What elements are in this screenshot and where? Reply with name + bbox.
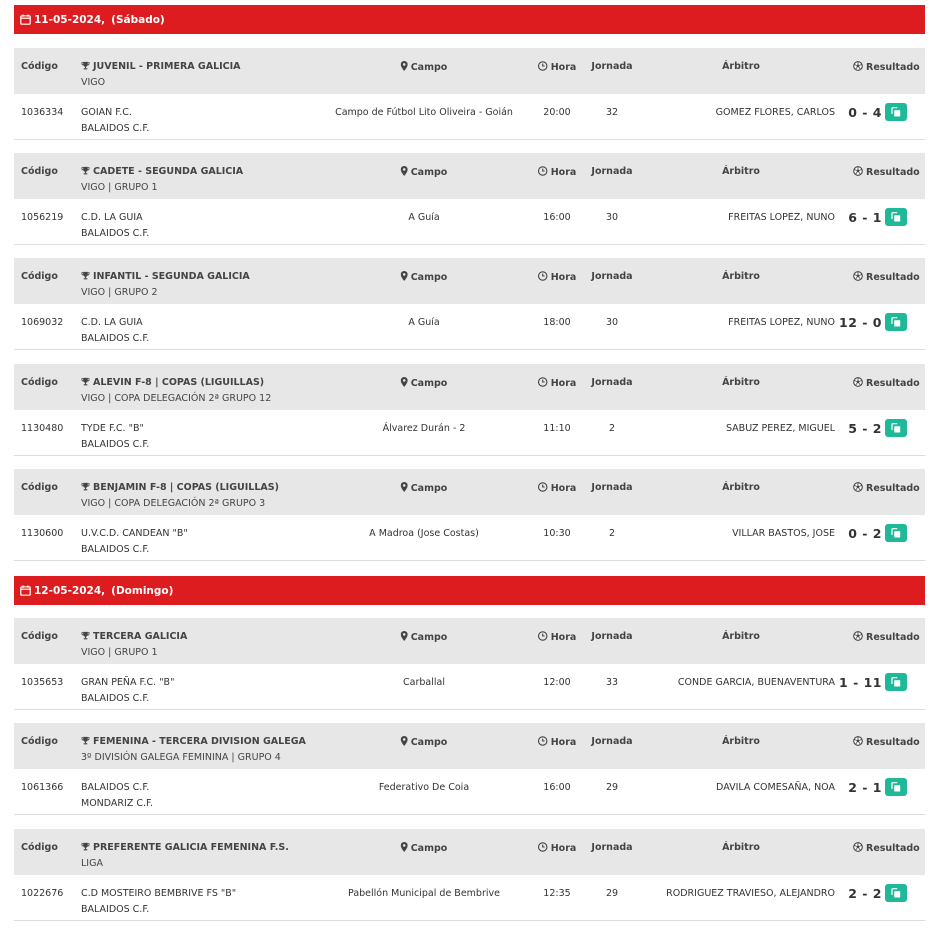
competition-name: PREFERENTE GALICIA FEMENINA F.S. (93, 842, 289, 853)
copy-icon (891, 888, 901, 898)
map-marker-icon (401, 166, 408, 176)
field-header: Campo (401, 631, 448, 643)
result-header: Resultado (853, 166, 920, 178)
field-header: Campo (401, 61, 448, 73)
match-round: 30 (605, 317, 619, 328)
competition-group: VIGO | COPA DELEGACIÓN 2ª GRUPO 3 (81, 498, 266, 509)
trophy-icon (81, 736, 90, 745)
map-marker-icon (401, 61, 408, 71)
competition-title[interactable] (81, 166, 243, 177)
clock-icon (538, 377, 548, 387)
match-code: 1069032 (21, 317, 64, 328)
round-header: Jornada (591, 61, 633, 72)
match-code: 1056219 (21, 212, 64, 223)
competition-title[interactable] (81, 631, 187, 642)
match-time: 10:30 (543, 528, 571, 539)
match-referee: FREITAS LOPEZ, NUNO (728, 212, 835, 223)
competition-name: TERCERA GALICIA (93, 631, 188, 642)
round-header: Jornada (591, 166, 633, 177)
match-row[interactable] (14, 664, 925, 710)
competition-name: BENJAMIN F-8 | COPAS (LIGUILLAS) (93, 482, 279, 493)
copy-result-button[interactable] (885, 103, 907, 121)
competition-title[interactable] (81, 736, 306, 747)
clock-icon (538, 631, 548, 641)
match-result (848, 419, 907, 437)
match-field: A Guía (408, 317, 440, 328)
referee-header: Árbitro (722, 631, 760, 642)
time-header: Hora (538, 377, 577, 389)
competition-header (14, 618, 925, 664)
home-team: GRAN PEÑA F.C. "B" (81, 677, 175, 688)
field-header: Campo (401, 166, 448, 178)
copy-result-button[interactable] (885, 884, 907, 902)
competition-group: LIGA (81, 858, 103, 869)
match-round: 29 (605, 888, 619, 899)
competition-group: VIGO (81, 77, 106, 88)
competition-header (14, 829, 925, 875)
copy-icon (891, 423, 901, 433)
match-code: 1035653 (21, 677, 64, 688)
referee-header: Árbitro (722, 166, 760, 177)
copy-icon (891, 677, 901, 687)
competition-title[interactable] (81, 482, 279, 493)
result-score: 0 - 2 (848, 525, 882, 541)
soccer-ball-icon (853, 736, 863, 746)
soccer-ball-icon (853, 631, 863, 641)
day-date: 11-05-2024, (34, 13, 106, 26)
competition-group: VIGO | GRUPO 1 (81, 182, 158, 193)
match-row[interactable] (14, 304, 925, 350)
competition-header (14, 364, 925, 410)
competition-title[interactable] (81, 271, 250, 282)
field-header: Campo (401, 271, 448, 283)
match-time: 18:00 (543, 317, 571, 328)
clock-icon (538, 61, 548, 71)
match-card (14, 258, 925, 350)
match-row[interactable] (14, 199, 925, 245)
map-marker-icon (401, 736, 408, 746)
match-card (14, 618, 925, 710)
competition-group: VIGO | COPA DELEGACIÓN 2ª GRUPO 12 (81, 393, 272, 404)
referee-header: Árbitro (722, 271, 760, 282)
away-team: BALAIDOS C.F. (81, 904, 150, 915)
trophy-icon (81, 482, 90, 491)
competition-name: JUVENIL - PRIMERA GALICIA (93, 61, 241, 72)
away-team: BALAIDOS C.F. (81, 439, 150, 450)
competition-group: 3º DIVISIÓN GALEGA FEMININA | GRUPO 4 (81, 752, 281, 763)
match-result (848, 103, 907, 121)
match-round: 32 (605, 107, 619, 118)
referee-header: Árbitro (722, 736, 760, 747)
match-code: 1061366 (21, 782, 64, 793)
home-team: TYDE F.C. "B" (81, 423, 144, 434)
copy-result-button[interactable] (885, 419, 907, 437)
time-header: Hora (538, 631, 577, 643)
copy-icon (891, 212, 901, 222)
trophy-icon (81, 166, 90, 175)
result-score: 2 - 2 (848, 885, 882, 901)
calendar-icon (20, 585, 31, 596)
field-header: Campo (401, 377, 448, 389)
away-team: BALAIDOS C.F. (81, 544, 150, 555)
round-header: Jornada (591, 482, 633, 493)
day-weekday: (Domingo) (111, 584, 174, 597)
competition-name: FEMENINA - TERCERA DIVISION GALEGA (93, 736, 306, 747)
match-field: A Guía (408, 212, 440, 223)
field-header: Campo (401, 736, 448, 748)
result-header: Resultado (853, 631, 920, 643)
match-row[interactable] (14, 94, 925, 140)
match-referee: SABUZ PEREZ, MIGUEL (725, 423, 835, 434)
copy-result-button[interactable] (885, 524, 907, 542)
soccer-ball-icon (853, 61, 863, 71)
result-score: 1 - 11 (839, 674, 882, 690)
match-referee: DAVILA COMESAÑA, NOA (716, 782, 835, 793)
clock-icon (538, 271, 548, 281)
match-time: 12:35 (543, 888, 571, 899)
result-header: Resultado (853, 482, 920, 494)
competition-name: ALEVIN F-8 | COPAS (LIGUILLAS) (93, 377, 265, 388)
result-header: Resultado (853, 842, 920, 854)
code-header: Código (21, 377, 58, 388)
match-result (839, 673, 907, 691)
result-score: 2 - 1 (848, 779, 882, 795)
away-team: BALAIDOS C.F. (81, 228, 150, 239)
referee-header: Árbitro (722, 842, 760, 853)
match-row[interactable] (14, 769, 925, 815)
soccer-ball-icon (853, 377, 863, 387)
soccer-ball-icon (853, 482, 863, 492)
competition-title[interactable] (81, 377, 264, 388)
match-code: 1022676 (21, 888, 64, 899)
result-header: Resultado (853, 271, 920, 283)
map-marker-icon (401, 377, 408, 387)
match-time: 20:00 (543, 107, 571, 118)
match-result (848, 524, 907, 542)
code-header: Código (21, 271, 58, 282)
trophy-icon (81, 842, 90, 851)
match-time: 16:00 (543, 782, 571, 793)
field-header: Campo (401, 842, 448, 854)
result-header: Resultado (853, 736, 920, 748)
match-code: 1130480 (21, 423, 64, 434)
match-row[interactable] (14, 515, 925, 561)
copy-icon (891, 317, 901, 327)
competition-header (14, 469, 925, 515)
code-header: Código (21, 842, 58, 853)
day-weekday: (Sábado) (111, 13, 165, 26)
competition-header (14, 723, 925, 769)
home-team: C.D. LA GUIA (81, 212, 143, 223)
match-field: A Madroa (Jose Costas) (369, 528, 479, 539)
home-team: GOIAN F.C. (81, 107, 132, 118)
result-score: 12 - 0 (839, 314, 882, 330)
match-code: 1130600 (21, 528, 64, 539)
competition-header (14, 48, 925, 94)
soccer-ball-icon (853, 271, 863, 281)
time-header: Hora (538, 61, 577, 73)
clock-icon (538, 166, 548, 176)
match-card (14, 723, 925, 815)
result-score: 0 - 4 (848, 104, 882, 120)
time-header: Hora (538, 166, 577, 178)
away-team: BALAIDOS C.F. (81, 693, 150, 704)
code-header: Código (21, 61, 58, 72)
competition-title[interactable] (81, 842, 289, 853)
competition-header (14, 258, 925, 304)
copy-result-button[interactable] (885, 313, 907, 331)
competition-header (14, 153, 925, 199)
match-result (848, 884, 907, 902)
match-card (14, 829, 925, 921)
match-card (14, 153, 925, 245)
map-marker-icon (401, 631, 408, 641)
result-header: Resultado (853, 377, 920, 389)
match-round: 2 (608, 528, 616, 539)
competition-title[interactable] (81, 61, 241, 72)
referee-header: Árbitro (722, 377, 760, 388)
soccer-ball-icon (853, 166, 863, 176)
away-team: BALAIDOS C.F. (81, 333, 150, 344)
copy-icon (891, 782, 901, 792)
match-referee: FREITAS LOPEZ, NUNO (728, 317, 835, 328)
match-card (14, 364, 925, 456)
competition-group: VIGO | GRUPO 1 (81, 647, 158, 658)
away-team: MONDARIZ C.F. (81, 798, 153, 809)
home-team: BALAIDOS C.F. (81, 782, 150, 793)
copy-result-button[interactable] (885, 673, 907, 691)
clock-icon (538, 482, 548, 492)
match-time: 16:00 (543, 212, 571, 223)
match-field: Campo de Fútbol Lito Oliveira - Goián (335, 107, 513, 118)
day-header (14, 5, 925, 34)
match-card (14, 48, 925, 140)
round-header: Jornada (591, 736, 633, 747)
match-field: Federativo De Coia (378, 782, 470, 793)
match-round: 30 (605, 212, 619, 223)
copy-result-button[interactable] (885, 778, 907, 796)
competition-group: VIGO | GRUPO 2 (81, 287, 158, 298)
trophy-icon (81, 631, 90, 640)
round-header: Jornada (591, 842, 633, 853)
result-score: 5 - 2 (848, 420, 882, 436)
match-row[interactable] (14, 410, 925, 456)
clock-icon (538, 736, 548, 746)
time-header: Hora (538, 736, 577, 748)
match-time: 11:10 (543, 423, 571, 434)
competition-name: INFANTIL - SEGUNDA GALICIA (93, 271, 250, 282)
map-marker-icon (401, 482, 408, 492)
time-header: Hora (538, 271, 577, 283)
code-header: Código (21, 736, 58, 747)
competition-name: CADETE - SEGUNDA GALICIA (93, 166, 244, 177)
round-header: Jornada (591, 377, 633, 388)
referee-header: Árbitro (722, 482, 760, 493)
trophy-icon (81, 271, 90, 280)
day-date: 12-05-2024, (34, 584, 106, 597)
match-referee: VILLAR BASTOS, JOSE (732, 528, 835, 539)
calendar-icon (20, 14, 31, 25)
code-header: Código (21, 166, 58, 177)
match-field: Carballal (403, 677, 445, 688)
result-score: 6 - 1 (848, 209, 882, 225)
match-result (848, 208, 907, 226)
match-code: 1036334 (21, 107, 64, 118)
match-result (848, 778, 907, 796)
map-marker-icon (401, 842, 408, 852)
match-round: 33 (605, 677, 619, 688)
referee-header: Árbitro (722, 61, 760, 72)
match-referee: CONDE GARCIA, BUENAVENTURA (677, 677, 835, 688)
match-time: 12:00 (543, 677, 571, 688)
round-header: Jornada (591, 271, 633, 282)
trophy-icon (81, 377, 90, 386)
match-row[interactable] (14, 875, 925, 921)
result-header: Resultado (853, 61, 920, 73)
match-referee: RODRIGUEZ TRAVIESO, ALEJANDRO (666, 888, 835, 899)
home-team: U.V.C.D. CANDEAN "B" (81, 528, 188, 539)
copy-result-button[interactable] (885, 208, 907, 226)
match-referee: GOMEZ FLORES, CARLOS (715, 107, 835, 118)
match-round: 2 (608, 423, 616, 434)
time-header: Hora (538, 842, 577, 854)
map-marker-icon (401, 271, 408, 281)
home-team: C.D. LA GUIA (81, 317, 143, 328)
day-header (14, 576, 925, 605)
match-field: Pabellón Municipal de Bembrive (348, 888, 500, 899)
clock-icon (538, 842, 548, 852)
soccer-ball-icon (853, 842, 863, 852)
match-card (14, 469, 925, 561)
field-header: Campo (401, 482, 448, 494)
match-result (839, 313, 907, 331)
match-round: 29 (605, 782, 619, 793)
code-header: Código (21, 631, 58, 642)
away-team: BALAIDOS C.F. (81, 123, 150, 134)
code-header: Código (21, 482, 58, 493)
round-header: Jornada (591, 631, 633, 642)
home-team: C.D MOSTEIRO BEMBRIVE FS "B" (81, 888, 237, 899)
match-field: Álvarez Durán - 2 (382, 423, 466, 434)
time-header: Hora (538, 482, 577, 494)
copy-icon (891, 107, 901, 117)
trophy-icon (81, 61, 90, 70)
copy-icon (891, 528, 901, 538)
